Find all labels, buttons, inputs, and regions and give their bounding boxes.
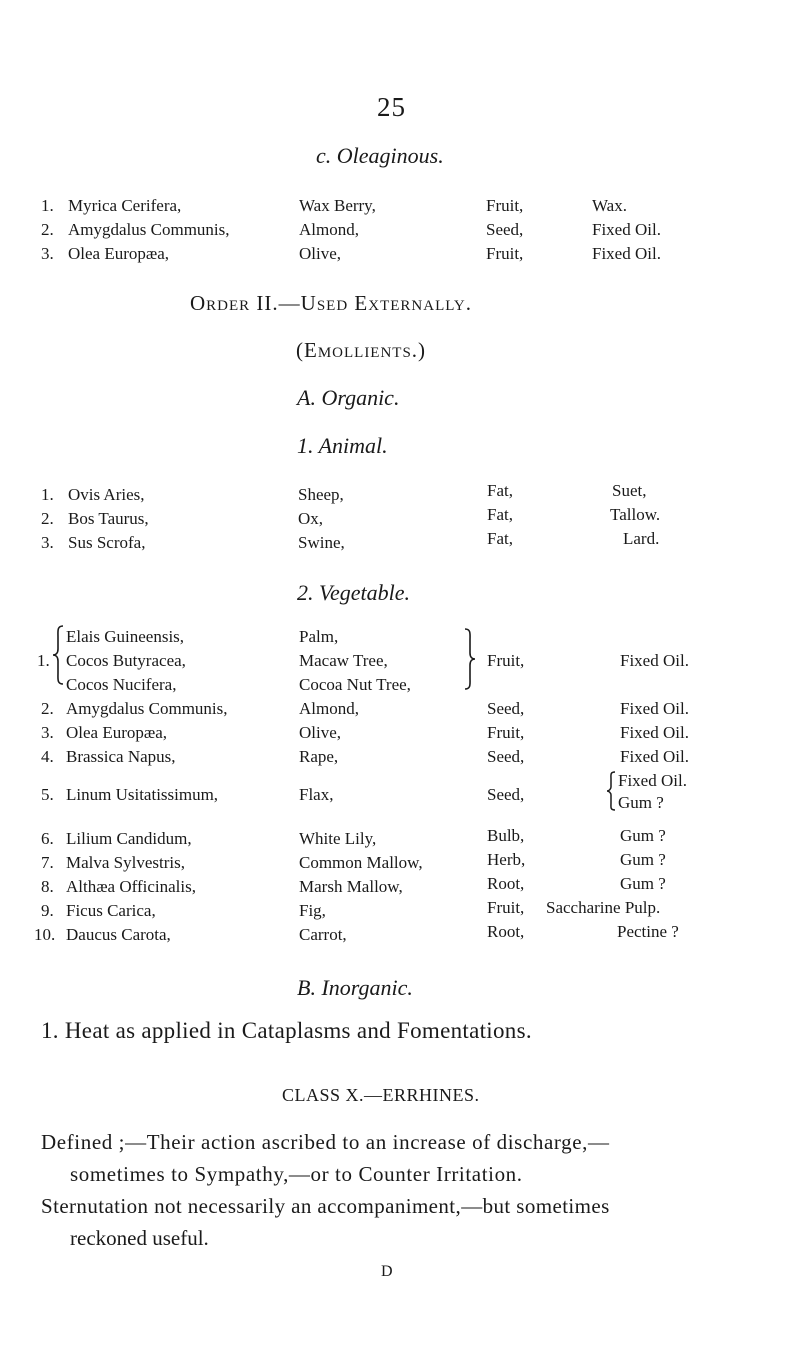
latin-name: Malva Sylvestris, (66, 853, 185, 872)
common-name: Swine, (298, 533, 345, 552)
paragraph-line: Defined ;—Their action ascribed to an increase of discharge,— (41, 1130, 610, 1154)
common-name: Carrot, (299, 925, 347, 944)
section-c-title: c. Oleaginous. (316, 143, 444, 168)
page-number: 25 (377, 92, 406, 122)
paragraph-line: Sternutation not necessarily an accompaniment,—but sometimes (41, 1194, 610, 1218)
common-name: Cocoa Nut Tree, (299, 675, 411, 694)
plant-part: Fruit, (487, 898, 525, 917)
common-name: Flax, (299, 785, 334, 804)
order-subtitle: (Emollients.) (296, 338, 427, 362)
row-num: 5. (41, 785, 54, 804)
common-name: White Lily, (299, 829, 377, 848)
plant-part: Fat, (487, 481, 513, 500)
organic-heading: A. Organic. (297, 385, 400, 410)
latin-name: Bos Taurus, (68, 509, 149, 528)
latin-name: Amygdalus Communis, (68, 220, 230, 239)
order-title: Order II.—Used Externally. (190, 291, 472, 315)
row-num: 10. (34, 925, 56, 944)
product: Gum ? (620, 850, 666, 869)
row-num: 2. (41, 509, 54, 528)
common-name: Sheep, (298, 485, 344, 504)
latin-name: Amygdalus Communis, (66, 699, 228, 718)
animal-heading: 1. Animal. (297, 433, 388, 458)
common-name: Palm, (299, 627, 339, 646)
product: Gum ? (618, 793, 664, 812)
product: Fixed Oil. (592, 244, 661, 263)
product: Fixed Oil. (618, 771, 687, 790)
product: Fixed Oil. (620, 723, 689, 742)
common-name: Olive, (299, 723, 342, 742)
plant-part: Fruit, (487, 723, 525, 742)
latin-name: Cocos Butyracea, (66, 651, 186, 670)
row-num: 3. (41, 244, 54, 263)
product: Gum ? (620, 874, 666, 893)
product: Fixed Oil. (620, 699, 689, 718)
plant-part: Fruit, (486, 244, 524, 263)
product: Fixed Oil. (592, 220, 661, 239)
plant-part: Bulb, (487, 826, 525, 845)
paragraph-line: reckoned useful. (70, 1226, 209, 1250)
inorganic-heading: B. Inorganic. (297, 975, 413, 1000)
latin-name: Daucus Carota, (66, 925, 171, 944)
product: Wax. (592, 196, 627, 215)
common-name: Wax Berry, (299, 196, 376, 215)
plant-part: Fat, (487, 529, 513, 548)
row-num: 1. (37, 651, 50, 670)
row-num: 9. (41, 901, 54, 920)
common-name: Rape, (299, 747, 339, 766)
latin-name: Myrica Cerifera, (68, 196, 182, 215)
latin-name: Elais Guineensis, (66, 627, 185, 646)
row-num: 1. (41, 196, 54, 215)
latin-name: Lilium Candidum, (66, 829, 192, 848)
plant-part: Fruit, (487, 651, 525, 670)
common-name: Almond, (299, 699, 359, 718)
row-num: 6. (41, 829, 54, 848)
plant-part: Seed, (486, 220, 524, 239)
signature-mark: D (381, 1263, 393, 1280)
latin-name: Ficus Carica, (66, 901, 156, 920)
class-title: CLASS X.—ERRHINES. (282, 1085, 480, 1105)
product: Fixed Oil. (620, 651, 689, 670)
vegetable-heading: 2. Vegetable. (297, 580, 411, 605)
row-num: 4. (41, 747, 54, 766)
plant-part: Fat, (487, 505, 513, 524)
plant-part: Fruit, (486, 196, 524, 215)
latin-name: Sus Scrofa, (68, 533, 146, 552)
product: Tallow. (610, 505, 661, 524)
right-brace (463, 628, 477, 690)
row-num: 8. (41, 877, 54, 896)
row-num: 3. (41, 533, 54, 552)
row-num: 1. (41, 485, 54, 504)
product: Fixed Oil. (620, 747, 689, 766)
inorganic-item: 1. Heat as applied in Cataplasms and Fomentations. (41, 1018, 532, 1043)
row-num: 2. (41, 699, 54, 718)
latin-name: Althæa Officinalis, (66, 877, 196, 896)
latin-name: Olea Europæa, (68, 244, 170, 263)
latin-name: Linum Usitatissimum, (66, 785, 219, 804)
common-name: Macaw Tree, (299, 651, 388, 670)
left-brace (52, 625, 64, 685)
common-name: Almond, (299, 220, 359, 239)
product: Pectine ? (617, 922, 679, 941)
row-num: 2. (41, 220, 54, 239)
product: Lard. (623, 529, 660, 548)
plant-part: Seed, (487, 747, 525, 766)
common-name: Marsh Mallow, (299, 877, 403, 896)
latin-name: Cocos Nucifera, (66, 675, 177, 694)
row-num: 3. (41, 723, 54, 742)
latin-name: Olea Europæa, (66, 723, 168, 742)
common-name: Olive, (299, 244, 342, 263)
plant-part: Seed, (487, 699, 525, 718)
common-name: Ox, (298, 509, 324, 528)
common-name: Fig, (299, 901, 326, 920)
product: Saccharine Pulp. (546, 898, 661, 917)
plant-part: Root, (487, 874, 525, 893)
paragraph-line: sometimes to Sympathy,—or to Counter Irritation. (70, 1162, 523, 1186)
plant-part: Root, (487, 922, 525, 941)
latin-name: Ovis Aries, (68, 485, 145, 504)
product-brace (606, 771, 616, 811)
common-name: Common Mallow, (299, 853, 423, 872)
latin-name: Brassica Napus, (66, 747, 176, 766)
plant-part: Seed, (487, 785, 525, 804)
plant-part: Herb, (487, 850, 526, 869)
row-num: 7. (41, 853, 54, 872)
product: Suet, (612, 481, 647, 500)
product: Gum ? (620, 826, 666, 845)
